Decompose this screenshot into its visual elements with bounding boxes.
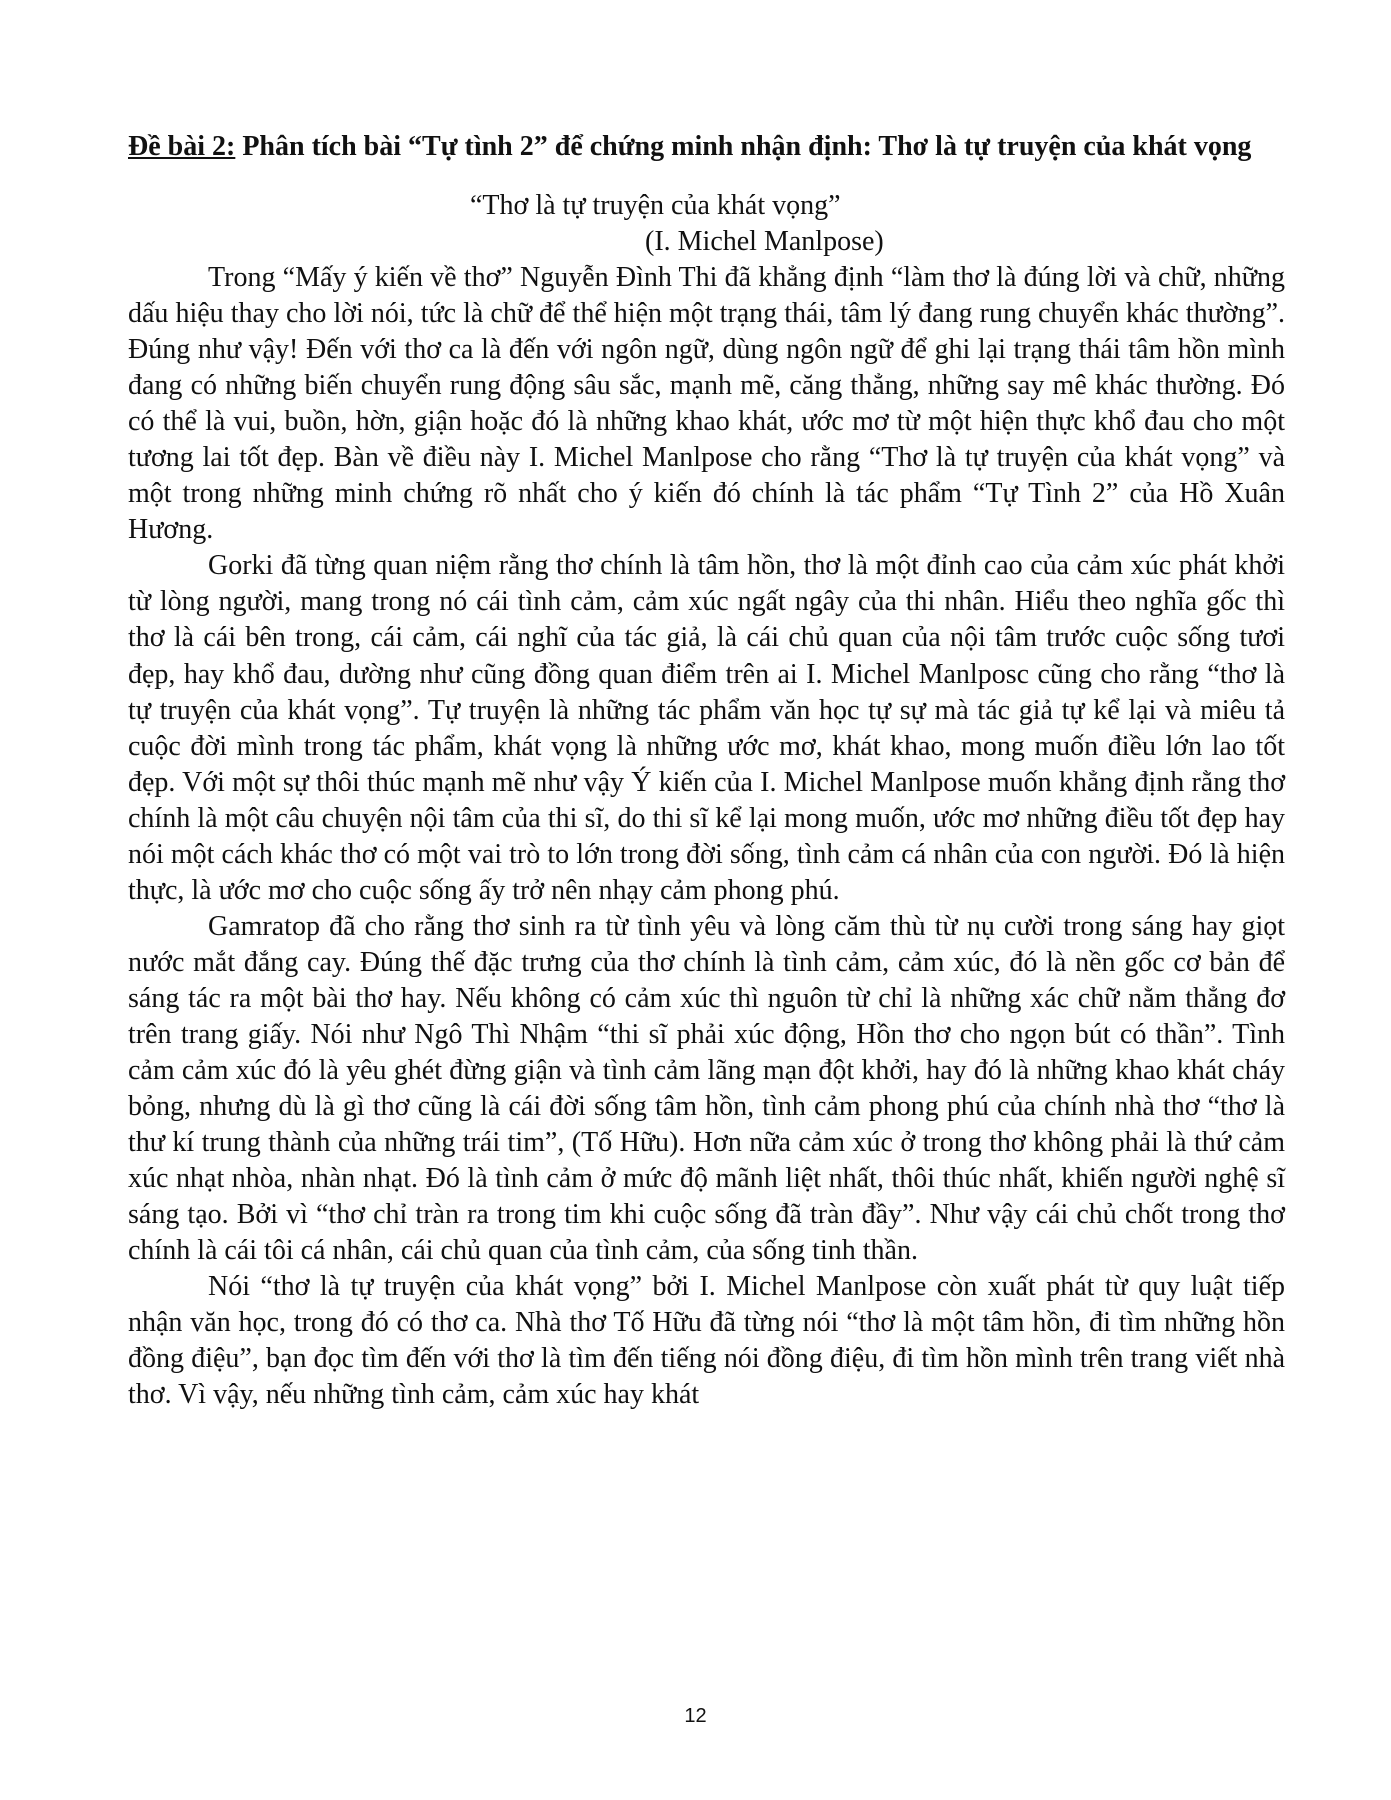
epigraph-quote: “Thơ là tự truyện của khát vọng”: [470, 190, 841, 221]
paragraph-1: Trong “Mấy ý kiến về thơ” Nguyễn Đình Thi đã khẳng định “làm thơ là đúng lời và chữ, những dấu hiệu thay cho lời nói, tức là chữ để thể hiện một trạng thái, tâm lý đang rung chuyển khác thường”. Đúng như vậy! Đến với thơ ca là đến với ngôn ngữ, dùng ngôn ngữ để ghi lại trạng thái tâm hồn mình đang có những biến chuyển rung động sâu sắc, mạnh mẽ, căng thẳng, những say mê khác thường. Đó có thể là vui, buồn, hờn, giận hoặc đó là những khao khát, ước mơ từ một hiện thực khổ đau cho một tương lai tốt đẹp. Bàn về điều này I. Michel Manlpose cho rằng “Thơ là tự truyện của khát vọng” và một trong những minh chứng rõ nhất cho ý kiến đó chính là tác phẩm “Tự Tình 2” của Hồ Xuân Hương.: [128, 262, 1285, 546]
page-number: 12: [684, 1705, 707, 1727]
essay-heading: [128, 128, 1285, 166]
epigraph-author: (I. Michel Manlpose): [645, 226, 884, 257]
paragraph-2: Gorki đã từng quan niệm rằng thơ chính là tâm hồn, thơ là một đỉnh cao của cảm xúc phát khởi từ lòng người, mang trong nó cái tình cảm, cảm xúc ngất ngây của thi nhân. Hiểu theo nghĩa gốc thì thơ là cái bên trong, cái cảm, cái nghĩ của tác giả, là cái chủ quan của nội tâm trước cuộc sống tươi đẹp, hay khổ đau, dường như cũng đồng quan điểm trên ai I. Michel Manlposc cũng cho rằng “thơ là tự truyện của khát vọng”. Tự truyện là những tác phẩm văn học tự sự mà tác giả tự kể lại và miêu tả cuộc đời mình trong tác phẩm, khát vọng là những ước mơ, khát khao, mong muốn điều lớn lao tốt đẹp. Với một sự thôi thúc mạnh mẽ như vậy Ý kiến của I. Michel Manlpose muốn khẳng định rằng thơ chính là một câu chuyện nội tâm của thi sĩ, do thi sĩ kể lại mong muốn, ước mơ những điều tốt đẹp hay nói một cách khác thơ có một vai trò to lớn trong đời sống, tình cảm cá nhân của con người. Đó là hiện thực, là ước mơ cho cuộc sống ấy trở nên nhạy cảm phong phú.: [128, 550, 1285, 906]
document-page: [128, 128, 1285, 1414]
heading-text: Phân tích bài “Tự tình 2” để chứng minh nhận định: Thơ là tự truyện của khát vọng: [235, 131, 1252, 162]
epigraph: [128, 188, 1285, 260]
paragraph-3: Gamratop đã cho rằng thơ sinh ra từ tình yêu và lòng căm thù từ nụ cười trong sáng hay giọt nước mắt đắng cay. Đúng thế đặc trưng của thơ chính là tình cảm, cảm xúc, đó là nền gốc cơ bản để sáng tác ra một bài thơ hay. Nếu không có cảm xúc thì nguôn từ chỉ là những xác chữ nằm thẳng đơ trên trang giấy. Nói như Ngô Thì Nhậm “thi sĩ phải xúc động, Hồn thơ cho ngọn bút có thần”. Tình cảm cảm xúc đó là yêu ghét đừng giận và tình cảm lãng mạn đột khởi, hay đó là những khao khát cháy bỏng, nhưng dù là gì thơ cũng là cái đời sống tâm hồn, tình cảm phong phú của chính nhà thơ “thơ là thư kí trung thành của những trái tim”, (Tố Hữu). Hơn nữa cảm xúc ở trong thơ không phải là thứ cảm xúc nhạt nhòa, nhàn nhạt. Đó là tình cảm ở mức độ mãnh liệt nhất, thôi thúc nhất, khiến người nghệ sĩ sáng tạo. Bởi vì “thơ chỉ tràn ra trong tim khi cuộc sống đã tràn đầy”. Như vậy cái chủ chốt trong thơ chính là cái tôi cá nhân, cái chủ quan của tình cảm, của sống tinh thần.: [128, 910, 1285, 1267]
paragraph-4: Nói “thơ là tự truyện của khát vọng” bởi I. Michel Manlpose còn xuất phát từ quy luật tiếp nhận văn học, trong đó có thơ ca. Nhà thơ Tố Hữu đã từng nói “thơ là một tâm hồn, đi tìm những hồn đồng điệu”, bạn đọc tìm đến với thơ là tìm đến tiếng nói đồng điệu, đi tìm hồn mình trên trang viết nhà thơ. Vì vậy, nếu những tình cảm, cảm xúc hay khát: [128, 1271, 1285, 1411]
heading-label: Đề bài 2:: [128, 131, 236, 162]
